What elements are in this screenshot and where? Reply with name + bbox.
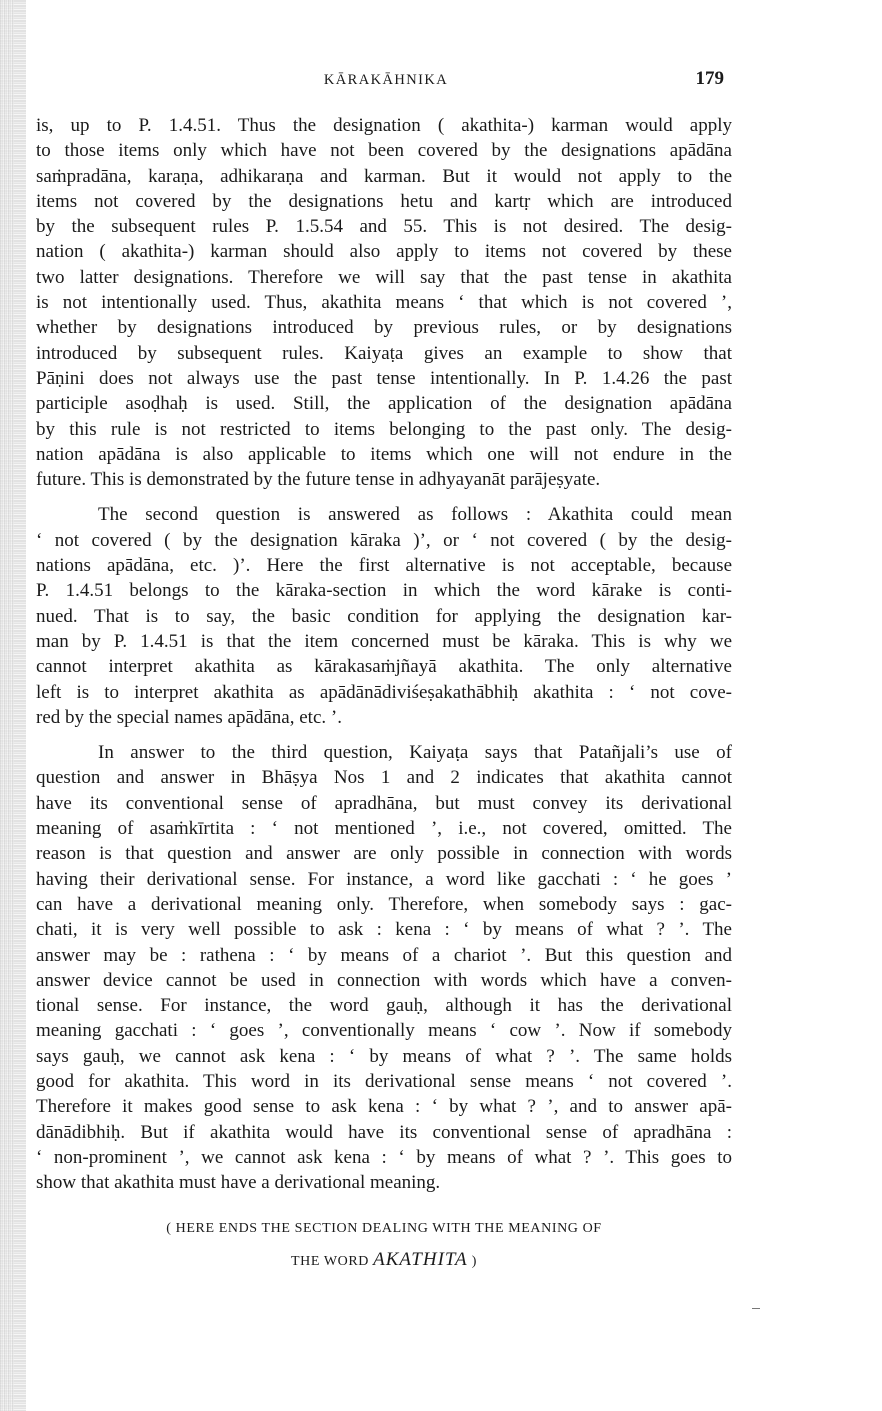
text-line: is not intentionally used. Thus, akathita means ‘ that which is not covered ’,: [36, 292, 732, 314]
text-line: tional sense. For instance, the word gauḥ, although it has the derivational: [36, 995, 732, 1017]
body-text: [36, 113, 732, 1195]
text-line: nations apādāna, etc. )’. Here the first alternative is not acceptable, because: [36, 555, 732, 577]
text-line: man by P. 1.4.51 is that the item concerned must be kāraka. This is why we: [36, 630, 732, 652]
text-line: nued. That is to say, the basic condition for applying the designation kar-: [36, 605, 732, 627]
text-line: reason is that question and answer are only possible in connection with words: [36, 843, 732, 865]
section-end-prefix: THE WORD: [290, 1254, 369, 1269]
text-line: is, up to P. 1.4.51. Thus the designation ( akathita-) karman would apply: [36, 115, 732, 136]
text-line: two latter designations. Therefore we will say that the past tense in akathita: [36, 266, 732, 288]
text-line: The second question is answered as follows : Akathita could mean: [98, 504, 732, 526]
text-line: nation apādāna is also applicable to items which one will not endure in the: [36, 443, 732, 465]
text-line: participle asoḍhaḥ is used. Still, the application of the designation apādāna: [36, 393, 732, 415]
section-end-line-2: [36, 1244, 732, 1277]
text-line: saṁpradāna, karaṇa, adhikaraṇa and karman. But it would not apply to the: [36, 165, 732, 187]
text-line: have its conventional sense of apradhāna, but must convey its derivational: [36, 792, 732, 814]
page-number: 179: [695, 68, 724, 89]
text-line: having their derivational sense. For instance, a word like gacchati : ‘ he goes ’: [36, 868, 732, 890]
section-end-line-1: ( HERE ENDS THE SECTION DEALING WITH THE MEANING OF: [166, 1221, 602, 1236]
running-head: KĀRAKĀHNIKA: [323, 72, 449, 88]
text-line: nation ( akathita-) karman should also apply to items not covered by these: [36, 241, 732, 263]
page-header: [36, 68, 736, 96]
text-line: items not covered by the designations hetu and kartṛ which are introduced: [36, 190, 732, 212]
text-line: In answer to the third question, Kaiyaṭa says that Patañjali’s use of: [98, 742, 732, 764]
text-line: good for akathita. This word in its derivational sense means ‘ not covered ’.: [36, 1070, 732, 1092]
text-line: dānādibhiḥ. But if akathita would have its conventional sense of apradhāna :: [36, 1121, 732, 1143]
text-line: ‘ non-prominent ’, we cannot ask kena : ‘ by means of what ? ’. This goes to: [36, 1146, 732, 1168]
scanned-binding-edge: [0, 0, 26, 1411]
paragraph-3: [36, 740, 732, 1195]
scan-mark: [752, 1308, 760, 1309]
text-line: says gauḥ, we cannot ask kena : ‘ by means of what ? ’. The same holds: [36, 1045, 732, 1067]
text-line: cannot interpret akathita as kārakasaṁjñayā akathita. The only alternative: [36, 656, 732, 678]
text-line: question and answer in Bhāṣya Nos 1 and 2 indicates that akathita cannot: [36, 767, 732, 789]
text-line: P. 1.4.51 belongs to the kāraka-section in which the word kārake is conti-: [36, 580, 732, 602]
paragraph-2: [36, 502, 732, 730]
text-line: whether by designations introduced by previous rules, or by designations: [36, 317, 732, 339]
text-line: to those items only which have not been covered by the designations apādāna: [36, 140, 732, 162]
text-line: Pāṇini does not always use the past tense intentionally. In P. 1.4.26 the past: [36, 367, 732, 389]
text-line: Therefore it makes good sense to ask kena : ‘ by what ? ’, and to answer apā-: [36, 1096, 732, 1118]
paragraph-1: [36, 113, 732, 492]
text-line: answer device cannot be used in connection with words which have a conven-: [36, 969, 732, 991]
text-line: red by the special names apādāna, etc. ’.: [36, 706, 342, 728]
section-end-close: ): [471, 1254, 478, 1269]
text-line: can have a derivational meaning only. Therefore, when somebody says : gac-: [36, 893, 732, 915]
text-line: ‘ not covered ( by the designation kāraka )’, or ‘ not covered ( by the desig-: [36, 529, 732, 551]
text-line: future. This is demonstrated by the future tense in adhyayanāt parājeṣyate.: [36, 469, 601, 491]
section-end-note: [36, 1213, 732, 1277]
section-end-word: AKATHITA: [373, 1249, 468, 1270]
text-line: left is to interpret akathita as apādānādiviśeṣakathābhiḥ akathita : ‘ not cove-: [36, 681, 732, 703]
text-line: meaning of asaṁkīrtita : ‘ not mentioned ’, i.e., not covered, omitted. The: [36, 818, 732, 840]
text-line: by the subsequent rules P. 1.5.54 and 55. This is not desired. The desig-: [36, 216, 732, 238]
text-line: answer may be : rathena : ‘ by means of a chariot ’. But this question and: [36, 944, 732, 966]
text-line: by this rule is not restricted to items belonging to the past only. The desig-: [36, 418, 732, 440]
text-line: chati, it is very well possible to ask : kena : ‘ by means of what ? ’. The: [36, 919, 732, 941]
text-line: show that akathita must have a derivational meaning.: [36, 1172, 441, 1194]
text-line: meaning gacchati : ‘ goes ’, conventionally means ‘ cow ’. Now if somebody: [36, 1020, 732, 1042]
text-line: introduced by subsequent rules. Kaiyaṭa gives an example to show that: [36, 342, 732, 364]
